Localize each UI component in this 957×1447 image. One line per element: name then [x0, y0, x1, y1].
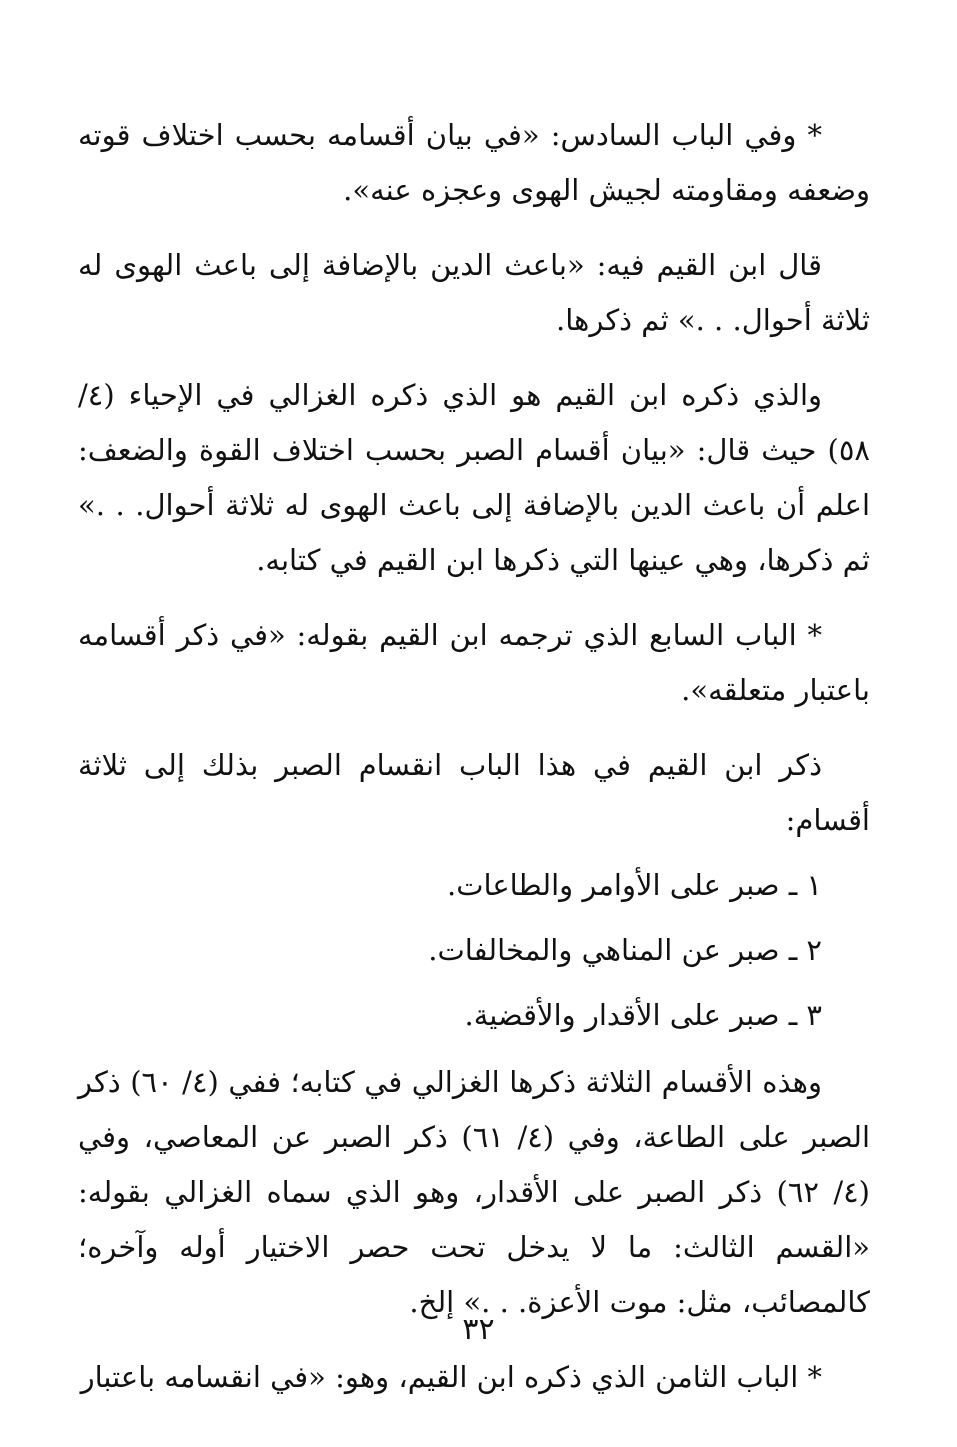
page-body — [78, 108, 870, 1405]
paragraph-chapter-seven: * الباب السابع الذي ترجمه ابن القيم بقوله: «في ذكر أقسامه باعتبار متعلقه». — [78, 618, 870, 707]
list-item: ١ ـ صبر على الأوامر والطاعات. — [447, 868, 822, 902]
paragraph-ghazali-divisions: وهذه الأقسام الثلاثة ذكرها الغزالي في كتابه؛ ففي (٤/ ٦٠) ذكر الصبر على الطاعة، وفي (٤/ ٦١) ذكر الصبر عن المعاصي، وفي (٤/ ٦٢) ذكر الصبر على الأقدار، وهو الذي سماه الغزالي بقوله: «القسم الثالث: ما لا يدخل تحت حصر الاختيار أوله وآخره؛ كالمصائب، مثل: موت الأعزة. . .» إلخ. — [78, 1065, 871, 1319]
page-number: ٣٢ — [462, 1312, 495, 1347]
paragraph-chapter-eight: * الباب الثامن الذي ذكره ابن القيم، وهو: «في انقسامه باعتبار — [80, 1360, 822, 1394]
list-item: ٢ ـ صبر عن المناهي والمخالفات. — [428, 933, 822, 967]
list-item: ٣ ـ صبر على الأقدار والأقضية. — [464, 998, 822, 1032]
paragraph-ghazali-comparison: والذي ذكره ابن القيم هو الذي ذكره الغزالي في الإحياء (٤/ ٥٨) حيث قال: «بيان أقسام الصبر بحسب اختلاف القوة والضعف: اعلم أن باعث الدين بالإضافة إلى باعث الهوى له ثلاثة أحوال. . .» ثم ذكرها، وهي عينها التي ذكرها ابن القيم في كتابه. — [78, 378, 870, 577]
paragraph-chapter-six: * وفي الباب السادس: «في بيان أقسامه بحسب اختلاف قوته وضعفه ومقاومته لجيش الهوى وعجزه عنه». — [78, 118, 870, 207]
divisions-list — [78, 858, 870, 1043]
paragraph-ibn-qayyim-quote: قال ابن القيم فيه: «باعث الدين بالإضافة إلى باعث الهوى له ثلاثة أحوال. . .» ثم ذكرها. — [78, 248, 870, 337]
paragraph-three-divisions: ذكر ابن القيم في هذا الباب انقسام الصبر بذلك إلى ثلاثة أقسام: — [78, 748, 870, 837]
